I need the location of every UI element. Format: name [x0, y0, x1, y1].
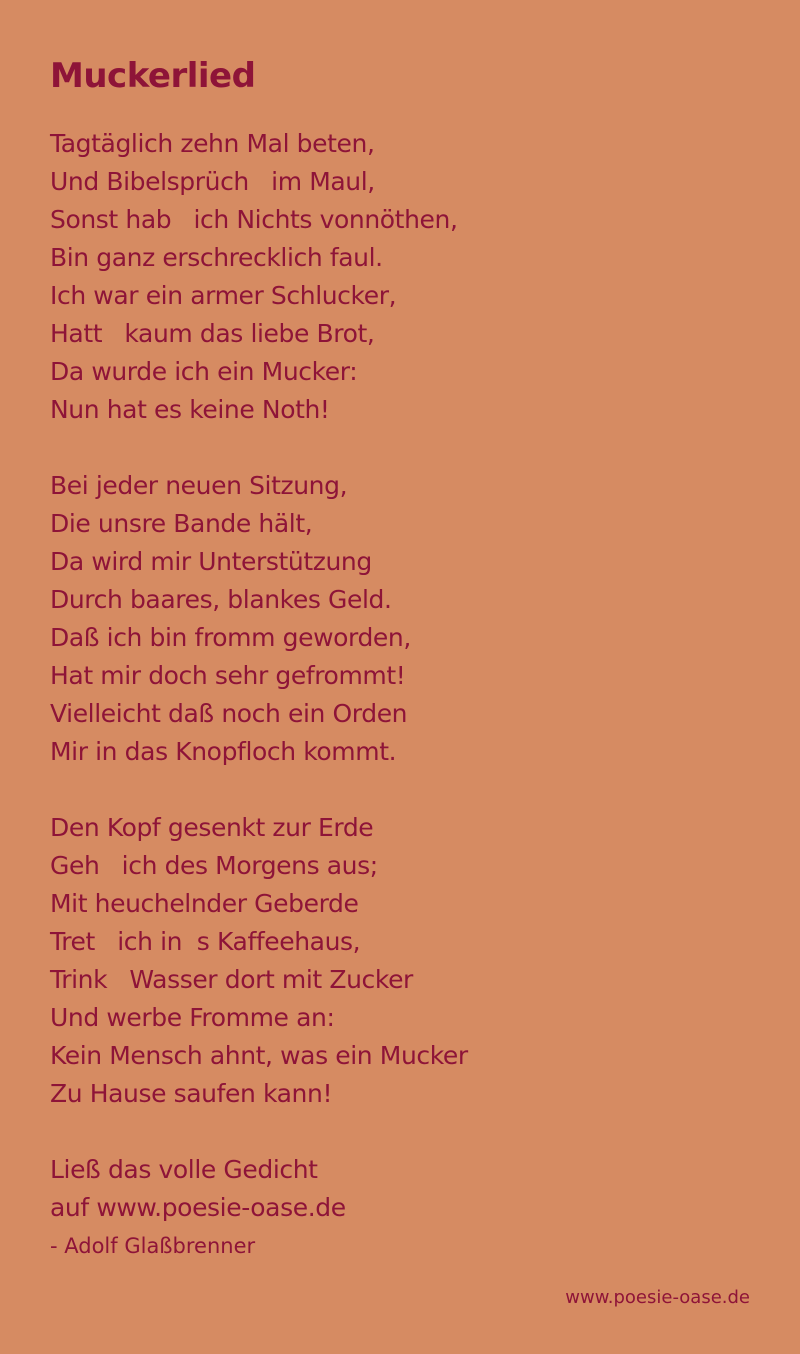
poem-line: Trink Wasser dort mit Zucker [50, 965, 413, 994]
poem-line: Und Bibelsprüch im Maul, [50, 167, 375, 196]
poem-line: Tagtäglich zehn Mal beten, [50, 129, 375, 158]
poem-author: - Adolf Glaßbrenner [50, 1234, 256, 1258]
poem-line: Ich war ein armer Schlucker, [50, 281, 397, 310]
poem-line: Da wird mir Unterstützung [50, 547, 372, 576]
full-poem-note-line: Ließ das volle Gedicht [50, 1155, 318, 1184]
stanza-1 [50, 125, 750, 429]
poem-body [50, 125, 750, 1261]
poem-line: Mir in das Knopfloch kommt. [50, 737, 397, 766]
poem-line: Geh ich des Morgens aus; [50, 851, 378, 880]
poem-line: Sonst hab ich Nichts vonnöthen, [50, 205, 458, 234]
poem-line: Und werbe Fromme an: [50, 1003, 335, 1032]
poem-line: Mit heuchelnder Geberde [50, 889, 359, 918]
full-poem-note-line: auf www.poesie-oase.de [50, 1193, 346, 1222]
poem-line: Zu Hause saufen kann! [50, 1079, 333, 1108]
stanza-3 [50, 809, 750, 1113]
poem-line: Daß ich bin fromm geworden, [50, 623, 411, 652]
poem-line: Den Kopf gesenkt zur Erde [50, 813, 374, 842]
poem-title: Muckerlied [50, 56, 256, 96]
poem-line: Tret ich ins Kaffeehaus, [50, 927, 361, 956]
poem-line: Da wurde ich ein Mucker: [50, 357, 358, 386]
footer-website: www.poesie-oase.de [565, 1287, 750, 1308]
poem-line: Hatt kaum das liebe Brot, [50, 319, 375, 348]
poem-line: Die unsre Bande hält, [50, 509, 313, 538]
poem-line: Bin ganz erschrecklich faul. [50, 243, 383, 272]
stanza-2 [50, 467, 750, 771]
poem-line: Vielleicht daß noch ein Orden [50, 699, 408, 728]
full-poem-note [50, 1151, 750, 1261]
poem-line: Nun hat es keine Noth! [50, 395, 330, 424]
poem-line: Kein Mensch ahnt, was ein Mucker [50, 1041, 468, 1070]
poem-line: Bei jeder neuen Sitzung, [50, 471, 348, 500]
poem-line: Hat mir doch sehr gefrommt! [50, 661, 406, 690]
poem-line: Durch baares, blankes Geld. [50, 585, 392, 614]
